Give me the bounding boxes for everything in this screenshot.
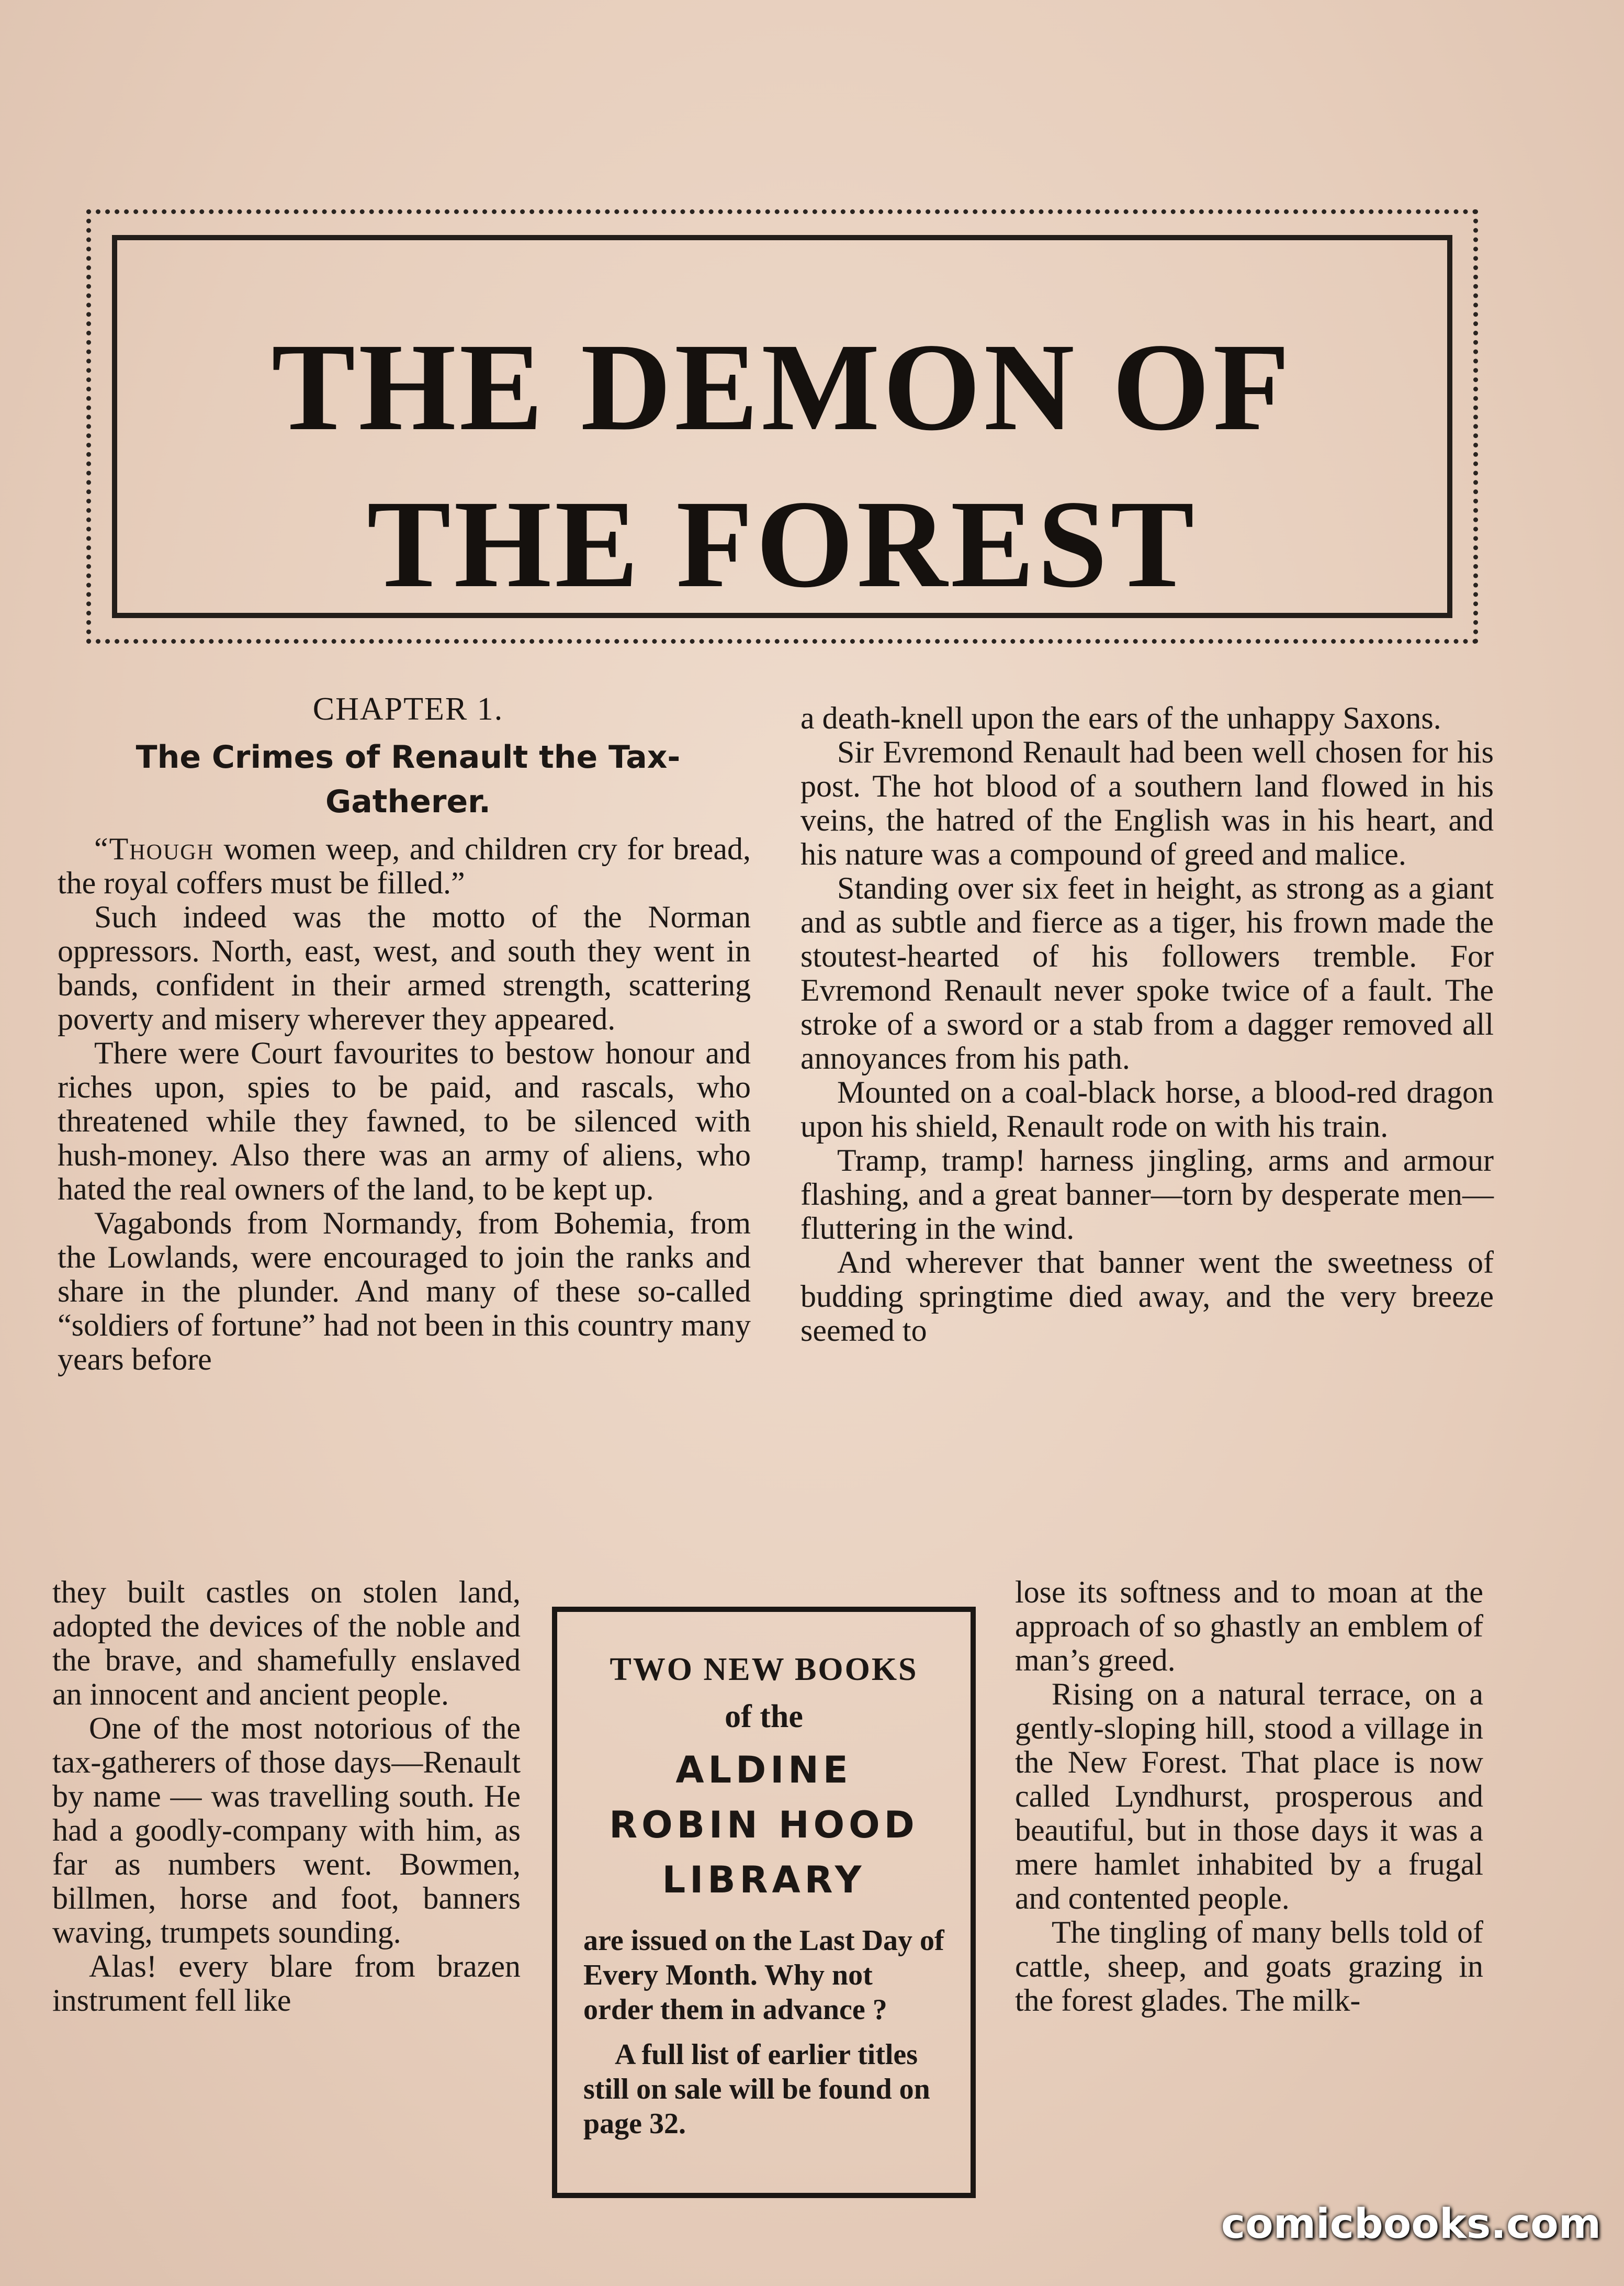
paragraph: a death-knell upon the ears of the unhappy Saxons. xyxy=(800,701,1441,735)
advert-brand-line1: ALDINE xyxy=(675,1749,852,1791)
advert-box xyxy=(552,1607,976,2198)
advert-brand-line2: ROBIN HOOD xyxy=(609,1803,919,1846)
paragraph: Vagabonds from Normandy, from Bohemia, from the Lowlands, were encouraged to join the ranks and share in the plunder. And many of these so-called “soldiers of fortune” had not been in this country many years before xyxy=(58,1206,751,1376)
advert-paragraph: are issued on the Last Day of Every Month. Why not order them in advance ? xyxy=(583,1924,944,2026)
story-title xyxy=(117,308,1447,622)
advert-subline: of the xyxy=(725,1699,803,1734)
right-column-upper xyxy=(800,701,1494,1348)
paragraph: lose its softness and to moan at the approach of so ghastly an emblem of man’s greed. xyxy=(1015,1575,1483,1677)
paragraph: Such indeed was the motto of the Norman oppressors. North, east, west, and south they went in bands, confident in their armed strength, scattering poverty and misery wherever they appeared. xyxy=(58,900,751,1036)
paragraph: they built castles on stolen land, adopted the devices of the noble and the brave, and shamefully enslaved an innocent and ancient people. xyxy=(52,1575,521,1711)
paragraph-rest: women weep, and children cry for bread, the royal coffers must be filled.” xyxy=(58,832,751,900)
paragraph: Rising on a natural terrace, on a gently-sloping hill, stood a village in the New Forest. That place is now called Lyndhurst, prosperous and beautiful, but in those days it was a mere hamlet inhabited by a frugal and contented people. xyxy=(1015,1677,1483,1915)
advert-paragraph: A full list of earlier titles still on sale will be found on page 32. xyxy=(583,2038,930,2140)
paragraph-lead: “Though xyxy=(94,832,214,866)
chapter-number: CHAPTER 1. xyxy=(312,691,504,727)
story-title-line1: THE DEMON OF xyxy=(271,317,1293,456)
paragraph: And wherever that banner went the sweetness of budding springtime died away, and the very breeze seemed to xyxy=(800,1245,1494,1348)
paragraph: Standing over six feet in height, as strong as a giant and as subtle and fierce as a tiger, his frown made the stoutest-hearted of his followers tremble. For Evremond Renault never spoke twice of a fault. The stroke of a sword or a stab from a dagger removed all annoyances from his path. xyxy=(800,871,1494,1075)
advert-headline: TWO NEW BOOKS xyxy=(610,1652,918,1687)
paragraph: The tingling of many bells told of cattle, sheep, and goats grazing in the forest glades. The milk- xyxy=(1015,1915,1483,2018)
advert-brand-line3: LIBRARY xyxy=(662,1858,866,1901)
watermark: comicbooks.com xyxy=(1221,2201,1601,2248)
advert-body xyxy=(583,1923,944,2141)
paragraph: Sir Evremond Renault had been well chosen for his post. The hot blood of a southern land flowed in his veins, the hatred of the English was in his heart, and his nature was a compound of greed and malice. xyxy=(800,735,1494,871)
title-frame-inner xyxy=(112,235,1452,618)
paragraph: Mounted on a coal-black horse, a blood-red dragon upon his shield, Renault rode on with his train. xyxy=(800,1075,1494,1144)
paragraph: Alas! every blare from brazen instrument fell like xyxy=(52,1949,521,2018)
title-frame-dotted xyxy=(86,209,1478,644)
left-column-upper xyxy=(58,832,751,1376)
left-column-lower xyxy=(52,1575,521,2018)
paragraph xyxy=(58,832,751,900)
chapter-heading: The Crimes of Renault the Tax-Gatherer. xyxy=(136,739,681,820)
right-column-lower xyxy=(1015,1575,1483,2018)
paragraph: One of the most notorious of the tax-gatherers of those days—Renault by name — was travelling south. He had a goodly-company with him, as far as numbers went. Bowmen, billmen, horse and foot, banners waving, trumpets sounding. xyxy=(52,1711,521,1949)
paragraph: Tramp, tramp! harness jingling, arms and armour flashing, and a great banner—torn by desperate men—fluttering in the wind. xyxy=(800,1143,1494,1246)
story-title-line2: THE FOREST xyxy=(367,474,1198,613)
paragraph: There were Court favourites to bestow honour and riches upon, spies to be paid, and rascals, who threatened while they fawned, to be silenced with hush-money. Also there was an army of aliens, who hated the real owners of the land, to be kept up. xyxy=(58,1036,751,1206)
